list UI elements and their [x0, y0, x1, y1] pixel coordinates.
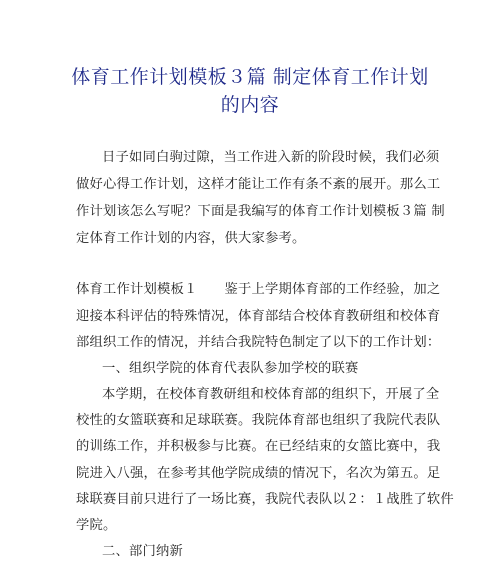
- intro-line-1: 日子如同白驹过隙，当工作进入新的阶段时候，我们必须: [102, 150, 440, 165]
- template1-line-2: 迎接本科评估的特殊情况，体育部结合校体育教研组和校体育: [76, 309, 441, 324]
- section1-line-5: 球联赛目前只进行了一场比赛，我院代表队以２：１战胜了软件: [76, 492, 454, 507]
- section1-line-3: 的训练工作，并积极参与比赛。在已经结束的女篮比赛中，我: [76, 439, 441, 454]
- intro-line-3: 作计划该怎么写呢？下面是我编写的体育工作计划模板３篇 制: [76, 204, 445, 219]
- template1-line-3: 部组织工作的情况，并结合我院特色制定了以下的工作计划：: [76, 335, 441, 350]
- section1-line-4: 院进入八强，在参考其他学院成绩的情况下，名次为第五。足: [76, 466, 441, 481]
- document-title-line-2: 的内容: [220, 94, 280, 116]
- document-title-line-1: 体育工作计划模板３篇 制定体育工作计划: [71, 66, 429, 88]
- template1-line-1: 体育工作计划模板１ 鉴于上学期体育部的工作经验，加之: [76, 282, 441, 297]
- intro-line-2: 做好心得工作计划，这样才能让工作有条不紊的展开。那么工: [76, 177, 441, 192]
- section1-line-2: 校性的女篮联赛和足球联赛。我院体育部也组织了我院代表队: [76, 413, 441, 428]
- section1-heading: 一、组织学院的体育代表队参加学校的联赛: [102, 361, 359, 376]
- intro-line-4: 定体育工作计划的内容，供大家参考。: [76, 231, 306, 246]
- section1-line-1: 本学期，在校体育教研组和校体育部的组织下，开展了全: [102, 387, 440, 402]
- section1-line-6: 学院。: [76, 518, 117, 533]
- section2-heading: 二、部门纳新: [102, 544, 183, 559]
